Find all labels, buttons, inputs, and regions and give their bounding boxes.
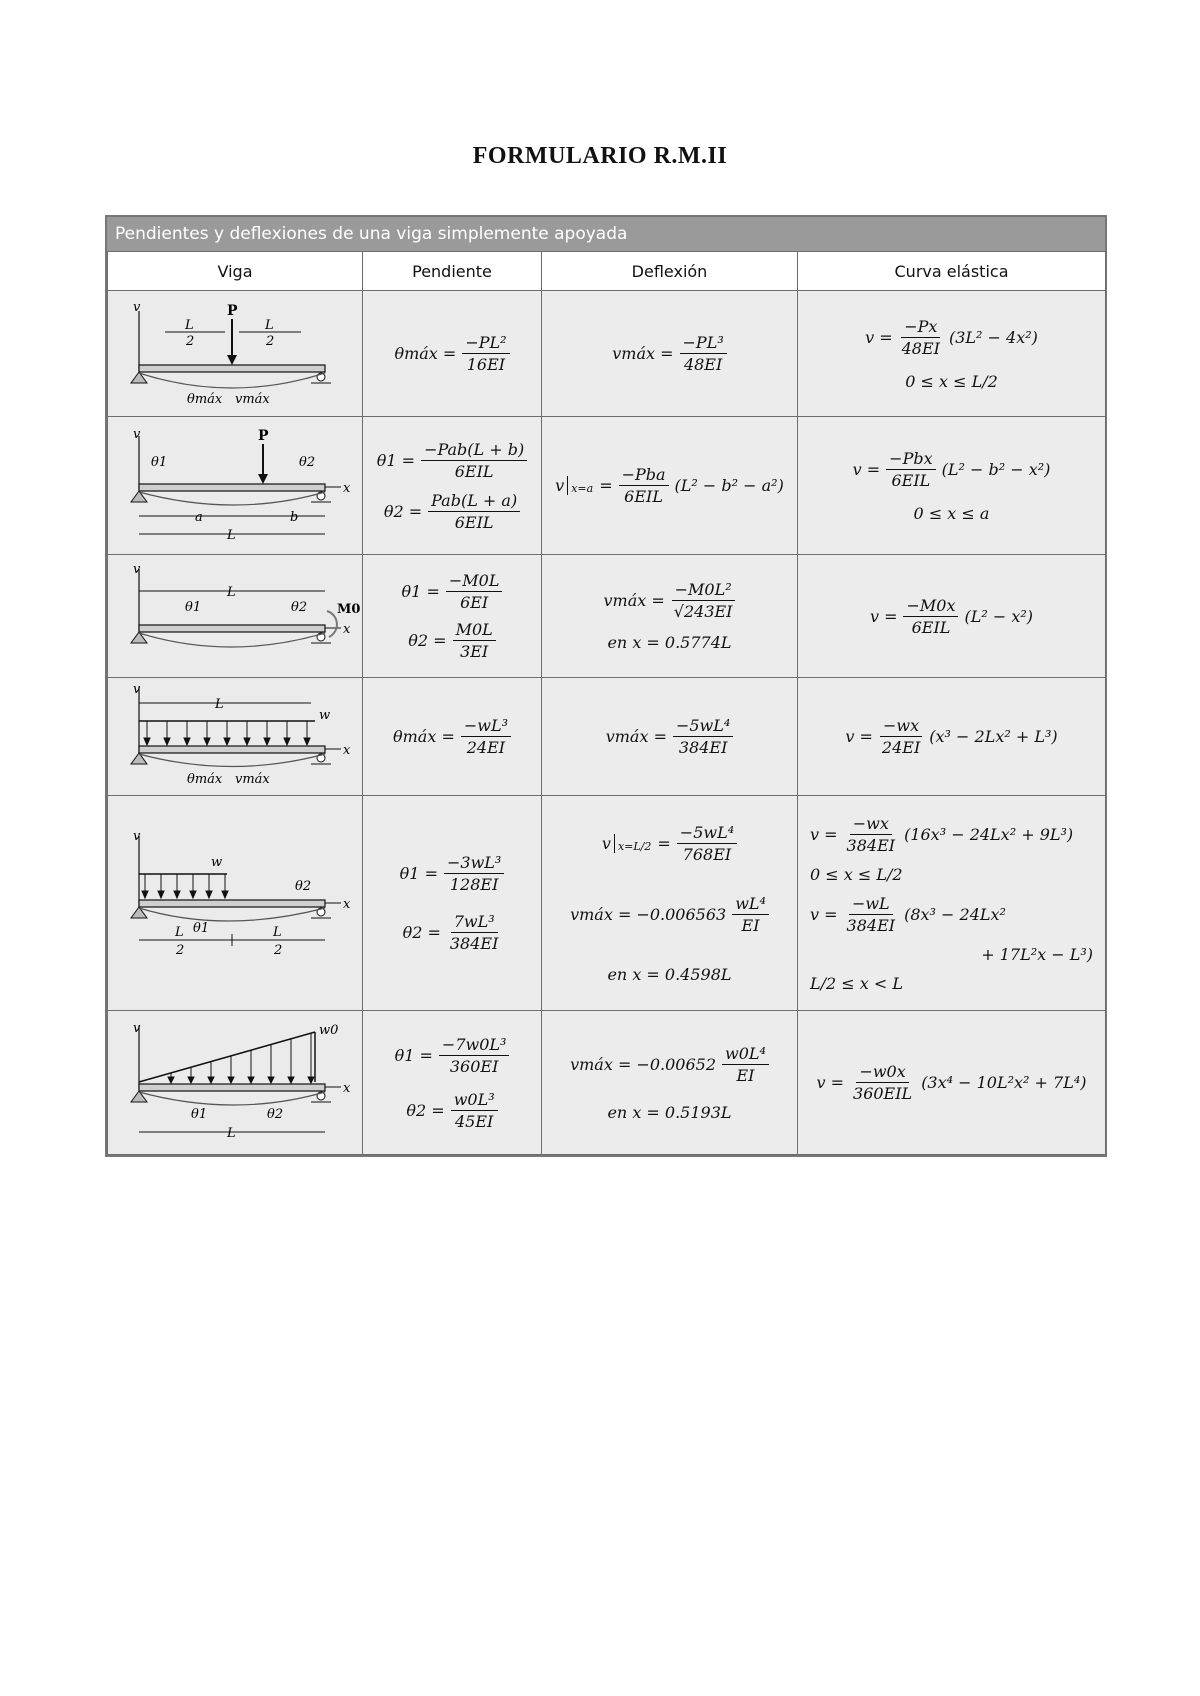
svg-text:L: L <box>227 585 236 600</box>
svg-text:θmáx: θmáx <box>187 771 223 787</box>
beam-formula-table <box>105 215 1107 1157</box>
svg-text:x: x <box>343 1080 351 1096</box>
svg-text:θ2: θ2 <box>267 1106 284 1122</box>
svg-text:θmáx: θmáx <box>187 391 223 407</box>
deflection-cell: v x=a = $\frac{\text{−Pba}}{\text{6EIL}}$ (L² − b² − a²) <box>542 417 798 555</box>
svg-text:L: L <box>227 1125 236 1141</box>
svg-text:L: L <box>175 925 184 940</box>
header-row <box>108 252 1106 291</box>
svg-text:v: v <box>133 681 141 697</box>
header-viga: Viga <box>108 252 363 291</box>
svg-text:2: 2 <box>176 943 185 958</box>
beam-diagram-cell <box>108 1011 363 1155</box>
svg-text:w: w <box>211 855 223 870</box>
svg-text:x: x <box>343 622 351 637</box>
svg-text:w0: w0 <box>319 1022 339 1038</box>
beam-diagram-half-uniform-load <box>115 828 355 978</box>
beam-diagram-cell <box>108 417 363 555</box>
svg-text:v: v <box>133 829 141 844</box>
svg-text:L: L <box>185 317 194 333</box>
svg-text:L: L <box>227 527 236 543</box>
slope-cell: θmáx = $\frac{\text{−PL²}}{16EI}$ <box>363 291 542 417</box>
deflection-cell: v x=L/2 = $\frac{\text{−5wL⁴}}{768EI}$ vmáx = −0.006563 $\frac{\text{wL⁴}}{EI}$ en x = 0.4598L <box>542 796 798 1011</box>
svg-text:v: v <box>133 299 141 315</box>
svg-text:θ1: θ1 <box>185 600 202 615</box>
svg-text:2: 2 <box>266 333 275 349</box>
beam-diagram-point-load-offset <box>115 426 355 546</box>
beam-diagram-triangular-load <box>115 1020 355 1146</box>
slope-cell: θ1 = $\frac{\text{−Pab(L + b)}}{\text{6EIL}}$ θ2 = $\frac{\text{Pab(L + a)}}{\text{6EIL}}$ <box>363 417 542 555</box>
beam-diagram-point-load-center <box>115 299 355 409</box>
svg-text:L: L <box>215 696 224 712</box>
elastic-curve-cell: v = $\frac{\text{−Pbx}}{\text{6EIL}}$ (L² − b² − x²) 0 ≤ x ≤ a <box>798 417 1106 555</box>
deflection-cell: vmáx = $\frac{\text{−PL³}}{48EI}$ <box>542 291 798 417</box>
svg-text:x: x <box>343 742 351 758</box>
svg-text:vmáx: vmáx <box>235 771 270 787</box>
svg-text:vmáx: vmáx <box>235 391 270 407</box>
beam-diagram-uniform-load <box>115 683 355 791</box>
svg-text:M0: M0 <box>337 602 361 617</box>
svg-text:θ2: θ2 <box>299 454 316 470</box>
svg-text:v: v <box>133 562 141 577</box>
svg-text:v: v <box>133 1020 141 1036</box>
header-deflexion: Deflexión <box>542 252 798 291</box>
svg-text:L: L <box>265 317 274 333</box>
svg-text:θ1: θ1 <box>151 454 168 470</box>
svg-text:v: v <box>133 426 141 442</box>
deflection-cell: vmáx = $\frac{\text{−M0L²}}{√243EI}$ en x = 0.5774L <box>542 555 798 678</box>
slope-cell: θ1 = $\frac{\text{−7w0L³}}{360EI}$ θ2 = $\frac{\text{w0L³}}{45EI}$ <box>363 1011 542 1155</box>
elastic-curve-cell: v = $\frac{-wx}{24EI}$ (x³ − 2Lx² + L³) <box>798 678 1106 796</box>
slope-cell: θ1 = $\frac{-M0L}{6EI}$ θ2 = $\frac{M0L}{3EI}$ <box>363 555 542 678</box>
beam-diagram-cell <box>108 291 363 417</box>
table-row <box>108 555 1106 678</box>
beam-diagram-cell <box>108 555 363 678</box>
svg-text:a: a <box>195 509 203 525</box>
header-curva-elastica: Curva elástica <box>798 252 1106 291</box>
elastic-curve-cell: v = $\frac{-wx}{384EI}$ (16x³ − 24Lx² + 9L³) 0 ≤ x ≤ L/2 v = $\frac{-wL}{384EI}$ (8x³ − 24Lx² + 17L²x − L³) L/2 ≤ x < L <box>798 796 1106 1011</box>
svg-text:θ2: θ2 <box>291 600 308 615</box>
table-row <box>108 796 1106 1011</box>
svg-text:x: x <box>343 897 351 912</box>
beam-diagram-cell <box>108 796 363 1011</box>
document-title: FORMULARIO R.M.II <box>472 143 728 169</box>
svg-text:x: x <box>343 480 351 496</box>
svg-text:θ2: θ2 <box>295 879 312 894</box>
svg-text:2: 2 <box>274 943 283 958</box>
elastic-curve-cell: v = $\frac{-Px}{48EI}$ (3L² − 4x²) 0 ≤ x ≤ L/2 <box>798 291 1106 417</box>
header-pendiente: Pendiente <box>363 252 542 291</box>
deflection-cell: vmáx = −0.00652 $\frac{\text{w0L⁴}}{EI}$ en x = 0.5193L <box>542 1011 798 1155</box>
slope-cell: θ1 = $\frac{\text{−3wL³}}{128EI}$ θ2 = $\frac{\text{7wL³}}{384EI}$ <box>363 796 542 1011</box>
svg-text:2: 2 <box>186 333 195 349</box>
svg-text:P: P <box>227 302 238 319</box>
table-row <box>108 291 1106 417</box>
deflection-cell: vmáx = $\frac{\text{−5wL⁴}}{384EI}$ <box>542 678 798 796</box>
table-row <box>108 678 1106 796</box>
elastic-curve-cell: v = $\frac{-w0x}{\text{360EIL}}$ (3x⁴ − 10L²x² + 7L⁴) <box>798 1011 1106 1155</box>
beam-diagram-cell <box>108 678 363 796</box>
table-row <box>108 417 1106 555</box>
table-row <box>108 1011 1106 1155</box>
table-caption: Pendientes y deflexiones de una viga simplemente apoyada <box>107 217 1105 251</box>
svg-text:θ1: θ1 <box>191 1106 208 1122</box>
svg-text:w: w <box>319 707 331 723</box>
svg-text:θ1: θ1 <box>193 921 210 936</box>
svg-text:L: L <box>273 925 282 940</box>
beam-diagram-end-moment <box>115 561 361 671</box>
slope-cell: θmáx = $\frac{\text{−wL³}}{24EI}$ <box>363 678 542 796</box>
elastic-curve-cell: v = $\frac{-M0x}{\text{6EIL}}$ (L² − x²) <box>798 555 1106 678</box>
svg-text:b: b <box>290 509 299 525</box>
svg-text:P: P <box>258 427 269 444</box>
